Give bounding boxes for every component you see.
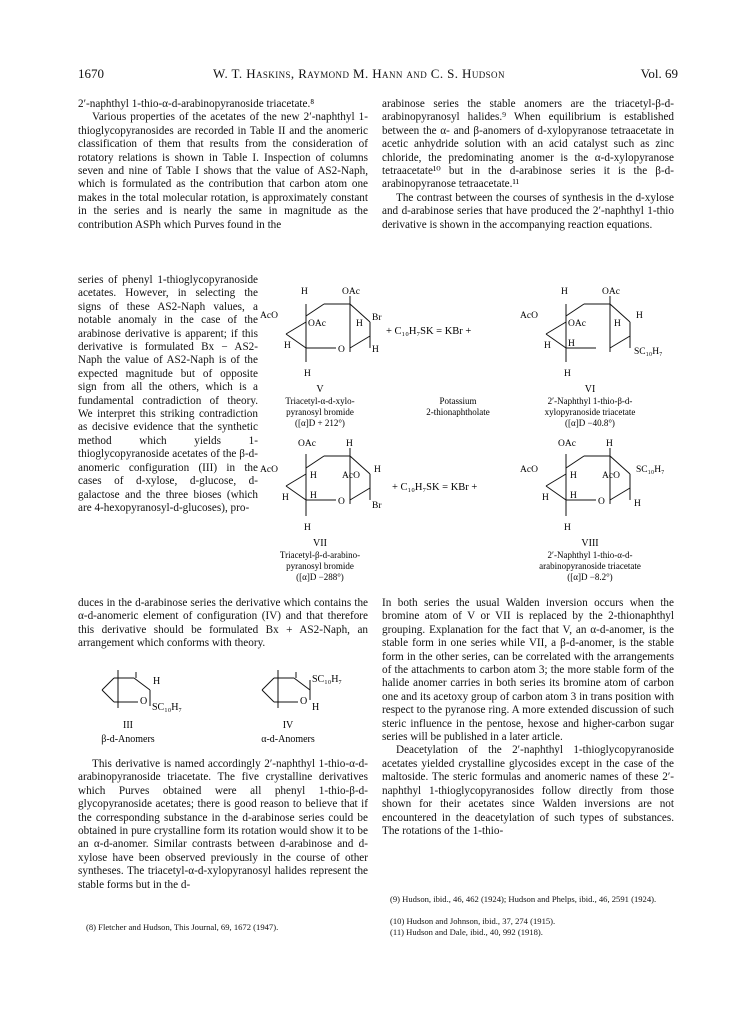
numeral-III: III — [123, 720, 133, 731]
atom-label: Br — [372, 313, 382, 323]
atom-label: H — [304, 523, 311, 533]
structure-VII — [286, 448, 370, 516]
compound-VIII-name-1: 2′-Naphthyl 1-thio-α-d- — [547, 550, 633, 560]
numeral-VII: VII — [313, 538, 327, 549]
compound-VI-rotation: ([α]D −40.8°) — [565, 418, 615, 428]
right-column-top — [382, 98, 674, 232]
atom-label: H — [372, 345, 379, 355]
page-number: 1670 — [78, 66, 104, 81]
atom-label: H — [310, 471, 317, 481]
atom-label: H — [634, 499, 641, 509]
atom-label: H — [568, 339, 575, 349]
left-column-continuation — [78, 597, 368, 651]
atom-label: OAc — [602, 287, 620, 297]
volume-number: Vol. 69 — [640, 66, 678, 81]
atom-label: OAc — [568, 319, 586, 329]
atom-label: SC₁₀H₇ — [634, 347, 663, 357]
footnote-9: (9) Hudson, ibid., 46, 462 (1924); Hudson and Phelps, ibid., 46, 2591 (1924). — [390, 894, 657, 904]
compound-VIII-rotation: ([α]D −8.2°) — [567, 572, 613, 582]
atom-label: H — [312, 702, 320, 713]
left-paragraph-2: Various properties of the acetates of the new 2′-naphthyl 1-thioglycopyranosides are recorded in Table II and the anomeric classification of them that results from the consideration of rotatory relations is shown in Table I. Inspection of columns seven and nine of Table I shows that the value of AS2-Naph, which is formulated as the contribution that carbon atom one makes in the total molecular rotation, is approximately constant in the series and is nearly the same in magnitude as the contribution ASPh which Purves found in the — [78, 111, 368, 231]
atom-label: H — [542, 493, 549, 503]
atom-label: O — [598, 497, 605, 507]
numeral-VIII: VIII — [581, 538, 599, 549]
atom-label: SC₁₀H₇ — [312, 674, 342, 685]
structure-VIII — [546, 448, 630, 516]
footnote-10: (10) Hudson and Johnson, ibid., 37, 274 (1915). — [390, 916, 556, 926]
running-title: W. T. Haskins, Raymond M. Hann and C. S. Hudson — [213, 66, 505, 81]
reaction-equation-1: + C₁₀H₇SK = KBr + — [386, 326, 472, 337]
atom-label: H — [301, 287, 308, 297]
atom-label: H — [304, 369, 311, 379]
right-paragraph-1: arabinose series the stable anomers are the triacetyl-β-d-arabinopyranosyl halides.⁹ When equilibrium is established between the α- and β-anomers of d-xylopyranose tetraacetate in acetic anhydride solution with an acid catalyst such as zinc chloride, the predominating anomer is the α-d-xylopyranose tetraacetate¹⁰ but in the d-arabinose series it is the β-d-arabinopyranose tetraacetate.¹¹ — [382, 98, 674, 191]
atom-label: SC₁₀H₇ — [152, 702, 182, 713]
atom-label: O — [300, 696, 308, 707]
atom-label: OAc — [298, 439, 316, 449]
atom-label: H — [564, 523, 571, 533]
compound-VI-name-2: xylopyranoside triacetate — [544, 407, 636, 417]
structure-VI — [546, 296, 630, 362]
atom-label: AcO — [520, 311, 538, 321]
compound-VIII-name-2: arabinopyranoside triacetate — [539, 561, 641, 571]
left-paragraph-1: 2′-naphthyl 1-thio-α-d-arabinopyranoside triacetate.⁸ — [78, 98, 315, 110]
atom-label: OAc — [558, 439, 576, 449]
right-paragraph-3: In both series the usual Walden inversion occurs when the bromine atom of V or VII is replaced by the 2-thionaphthyl grouping. Explanation for the fact that V, an α-d-anomer, is the stable form in one series while VII, a β-d-anomer, is the stable form in the other series, can be correlated with the arrangements of the attachments to carbon atom 3; the more stable form of the halide anomer carries in both series its bromine atom of carbon one and its acetoxy group of carbon atom 3 in trans position with respect to the pyranose ring. A more extended discussion of such steric influence in the pentose, hexose and higher-carbon sugar series will be published in a later article. — [382, 597, 674, 744]
atom-label: H — [346, 439, 353, 449]
atom-label: Br — [372, 501, 382, 511]
atom-label: H — [284, 341, 291, 351]
footnote-11: (11) Hudson and Dale, ibid., 40, 992 (1918). — [390, 927, 543, 937]
atom-label: H — [310, 491, 317, 501]
beta-anomers-label: β-d-Anomers — [101, 734, 155, 745]
compound-VII-name-1: Triacetyl-β-d-arabino- — [279, 550, 361, 560]
left-column-bottom — [78, 758, 368, 892]
right-paragraph-2: The contrast between the courses of synthesis in the d-xylose and d-arabinose series that have produced the 2′-naphthyl 1-thio derivative is shown in the accompanying reaction equations. — [382, 191, 674, 231]
atom-label: SC₁₀H₇ — [636, 465, 665, 475]
right-column-bottom — [382, 597, 674, 838]
atom-label: AcO — [342, 471, 360, 481]
compound-V-name-2: pyranosyl bromide — [286, 407, 354, 417]
left-column-top — [78, 98, 368, 232]
atom-label: H — [282, 493, 289, 503]
atom-label: OAc — [308, 319, 326, 329]
anomer-structures — [78, 668, 368, 758]
left-paragraph-3a: series of phenyl 1-thioglycopyranoside acetates. However, in selecting the signs of these AS2-Naph values, a notable anomaly in the case of the arabinose derivative is apparent; if this derivative is formulated Bx − AS2-Naph the value of AS2-Naph is of the expected magnitude but of opposite sign from all the others, which is a fundamental contradiction of theory. We interpret this striking contradiction as decisive evidence that the synthetic method which yields 1-thioglycopyranoside acetates of the β-d-anomeric configuration (III) in the cases of d-xylose, d-glucose, d-galactose and the three bioses (which are 4-hexopyranosyl-d-glucoses), pro- — [78, 274, 258, 514]
left-paragraph-3b: duces in the d-arabinose series the derivative which contains the α-d-anomeric element of configuration (IV) and that therefore this derivative should be formulated Bx + AS2-Naph, an arrangement which conforms with theory. — [78, 597, 368, 650]
reagent-name-2: 2-thionaphtholate — [426, 407, 490, 417]
compound-VI-name-1: 2′-Naphthyl 1-thio-β-d- — [547, 396, 633, 406]
atom-label: H — [564, 369, 571, 379]
reagent-name-1: Potassium — [439, 396, 477, 406]
compound-V-name-1: Triacetyl-α-d-xylo- — [285, 396, 355, 406]
numeral-V: V — [316, 384, 324, 395]
reaction-equation-2: + C₁₀H₇SK = KBr + — [392, 482, 478, 493]
atom-label: H — [570, 471, 577, 481]
atom-label: H — [614, 319, 621, 329]
compound-VII-name-2: pyranosyl bromide — [286, 561, 354, 571]
atom-label: H — [153, 676, 161, 687]
numeral-IV: IV — [282, 720, 294, 731]
atom-label: H — [606, 439, 613, 449]
compound-VII-rotation: ([α]D −288°) — [296, 572, 344, 582]
atom-label: AcO — [520, 465, 538, 475]
left-paragraph-4: This derivative is named accordingly 2′-naphthyl 1-thio-α-d-arabinopyranoside triacetate. The five crystalline derivatives which Purves obtained were all phenyl 1-thio-β-d-glycopyranoside acetates; there is good reason to believe that if the corresponding substance in the d-arabinose series could be obtained in pure crystalline form its rotation would show it to be an α-d-anomer. Similar contrasts between d-arabinose and d-xylose have been observed previously in the course of other syntheses. The triacetyl-α-d-xylopyranosyl halides represent the stable forms but in the d- — [78, 758, 368, 891]
atom-label: AcO — [260, 311, 278, 321]
atom-label: H — [544, 341, 551, 351]
footnote-8: (8) Fletcher and Hudson, This Journal, 69, 1672 (1947). — [86, 922, 279, 932]
page-header — [78, 66, 678, 86]
compound-V-rotation: ([α]D + 212°) — [295, 418, 345, 428]
atom-label: O — [338, 497, 345, 507]
atom-label: O — [338, 345, 345, 355]
atom-label: AcO — [602, 471, 620, 481]
right-paragraph-4: Deacetylation of the 2′-naphthyl 1-thioglycopyranoside acetates yielded crystalline glycosides except in the case of the maltoside. The steric formulas and anomeric names of these 2′-naphthyl 1-thioglycopyranosides follow directly from those shown for their acetates since Walden inversions are not encountered in the deacetylation of such types of substances. The rotations of the 1-thio- — [382, 744, 674, 837]
atom-label: O — [140, 696, 148, 707]
atom-label: H — [561, 287, 568, 297]
atom-label: AcO — [260, 465, 278, 475]
atom-label: H — [356, 319, 363, 329]
atom-label: OAc — [342, 287, 360, 297]
alpha-anomers-label: α-d-Anomers — [261, 734, 315, 745]
atom-label: H — [374, 465, 381, 475]
atom-label: H — [570, 491, 577, 501]
reaction-scheme — [258, 282, 683, 587]
structure-V — [286, 296, 370, 362]
atom-label: H — [636, 311, 643, 321]
left-column-narrow — [78, 274, 258, 515]
numeral-VI: VI — [584, 384, 596, 395]
